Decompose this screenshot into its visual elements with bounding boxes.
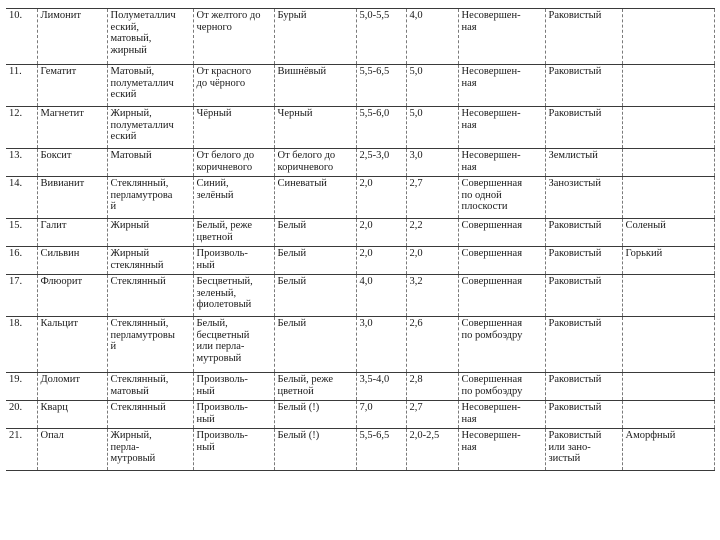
streak-cell: Белый xyxy=(274,275,356,317)
cleavage-cell: Совершенная xyxy=(458,247,545,275)
luster-cell: Стеклянный, перламутровы й xyxy=(107,317,193,373)
mineral-name-cell: Опал xyxy=(37,429,107,471)
streak-cell: Белый (!) xyxy=(274,401,356,429)
cleavage-cell: Совершенная xyxy=(458,275,545,317)
row-number-cell: 18. xyxy=(6,317,37,373)
mineral-name-cell: Кварц xyxy=(37,401,107,429)
color-cell: Чёрный xyxy=(193,107,274,149)
hardness-cell: 2,0 xyxy=(356,247,406,275)
other-properties-cell xyxy=(622,275,714,317)
table-row xyxy=(6,317,714,373)
cleavage-cell: Совершенная по ромбоэдру xyxy=(458,317,545,373)
fracture-cell: Раковистый xyxy=(545,401,622,429)
color-cell: Бесцветный, зеленый, фиолетовый xyxy=(193,275,274,317)
density-cell: 2,0 xyxy=(406,247,458,275)
row-number-cell: 17. xyxy=(6,275,37,317)
luster-cell: Матовый, полуметаллич еский xyxy=(107,65,193,107)
color-cell: От желтого до черного xyxy=(193,9,274,65)
fracture-cell: Раковистый xyxy=(545,373,622,401)
hardness-cell: 2,0 xyxy=(356,219,406,247)
table-row xyxy=(6,275,714,317)
color-cell: От белого до коричневого xyxy=(193,149,274,177)
hardness-cell: 5,0-5,5 xyxy=(356,9,406,65)
streak-cell: Синеватый xyxy=(274,177,356,219)
color-cell: Белый, реже цветной xyxy=(193,219,274,247)
cleavage-cell: Несовершен- ная xyxy=(458,65,545,107)
other-properties-cell: Аморфный xyxy=(622,429,714,471)
streak-cell: Вишнёвый xyxy=(274,65,356,107)
hardness-cell: 5,5-6,5 xyxy=(356,429,406,471)
row-number-cell: 10. xyxy=(6,9,37,65)
density-cell: 2,0-2,5 xyxy=(406,429,458,471)
density-cell: 5,0 xyxy=(406,107,458,149)
fracture-cell: Раковистый xyxy=(545,107,622,149)
color-cell: Произволь- ный xyxy=(193,247,274,275)
color-cell: От красного до чёрного xyxy=(193,65,274,107)
cleavage-cell: Несовершен- ная xyxy=(458,401,545,429)
mineral-name-cell: Магнетит xyxy=(37,107,107,149)
streak-cell: Белый xyxy=(274,247,356,275)
mineral-name-cell: Галит xyxy=(37,219,107,247)
mineral-name-cell: Боксит xyxy=(37,149,107,177)
table-row xyxy=(6,65,714,107)
table-row xyxy=(6,177,714,219)
table-row xyxy=(6,247,714,275)
table-row xyxy=(6,401,714,429)
cleavage-cell: Несовершен- ная xyxy=(458,429,545,471)
row-number-cell: 16. xyxy=(6,247,37,275)
table-row xyxy=(6,9,714,65)
luster-cell: Жирный, перла- мутровый xyxy=(107,429,193,471)
row-number-cell: 12. xyxy=(6,107,37,149)
hardness-cell: 2,0 xyxy=(356,177,406,219)
streak-cell: Белый xyxy=(274,219,356,247)
luster-cell: Жирный стеклянный xyxy=(107,247,193,275)
color-cell: Произволь- ный xyxy=(193,429,274,471)
fracture-cell: Раковистый xyxy=(545,247,622,275)
other-properties-cell xyxy=(622,401,714,429)
density-cell: 3,2 xyxy=(406,275,458,317)
cleavage-cell: Несовершен- ная xyxy=(458,107,545,149)
fracture-cell: Раковистый или зано- зистый xyxy=(545,429,622,471)
mineral-name-cell: Вивианит xyxy=(37,177,107,219)
mineral-name-cell: Сильвин xyxy=(37,247,107,275)
cleavage-cell: Совершенная по одной плоскости xyxy=(458,177,545,219)
luster-cell: Матовый xyxy=(107,149,193,177)
other-properties-cell xyxy=(622,373,714,401)
mineral-name-cell: Флюорит xyxy=(37,275,107,317)
fracture-cell: Землистый xyxy=(545,149,622,177)
other-properties-cell: Горький xyxy=(622,247,714,275)
luster-cell: Жирный, полуметаллич еский xyxy=(107,107,193,149)
other-properties-cell xyxy=(622,107,714,149)
mineral-name-cell: Гематит xyxy=(37,65,107,107)
cleavage-cell: Несовершен- ная xyxy=(458,149,545,177)
mineral-name-cell: Доломит xyxy=(37,373,107,401)
fracture-cell: Раковистый xyxy=(545,219,622,247)
color-cell: Произволь- ный xyxy=(193,401,274,429)
density-cell: 3,0 xyxy=(406,149,458,177)
density-cell: 2,8 xyxy=(406,373,458,401)
table-row xyxy=(6,219,714,247)
hardness-cell: 3,5-4,0 xyxy=(356,373,406,401)
other-properties-cell xyxy=(622,149,714,177)
table-row xyxy=(6,373,714,401)
hardness-cell: 2,5-3,0 xyxy=(356,149,406,177)
mineral-properties-sheet xyxy=(6,8,714,471)
fracture-cell: Раковистый xyxy=(545,317,622,373)
hardness-cell: 7,0 xyxy=(356,401,406,429)
fracture-cell: Раковистый xyxy=(545,65,622,107)
minerals-table xyxy=(6,8,715,471)
row-number-cell: 19. xyxy=(6,373,37,401)
luster-cell: Полуметаллич еский, матовый, жирный xyxy=(107,9,193,65)
cleavage-cell: Несовершен- ная xyxy=(458,9,545,65)
color-cell: Синий, зелёный xyxy=(193,177,274,219)
hardness-cell: 5,5-6,5 xyxy=(356,65,406,107)
row-number-cell: 11. xyxy=(6,65,37,107)
luster-cell: Стеклянный, перламутрова й xyxy=(107,177,193,219)
table-row xyxy=(6,149,714,177)
streak-cell: Черный xyxy=(274,107,356,149)
luster-cell: Стеклянный xyxy=(107,275,193,317)
cleavage-cell: Совершенная xyxy=(458,219,545,247)
table-row xyxy=(6,107,714,149)
density-cell: 2,7 xyxy=(406,401,458,429)
row-number-cell: 21. xyxy=(6,429,37,471)
row-number-cell: 20. xyxy=(6,401,37,429)
row-number-cell: 14. xyxy=(6,177,37,219)
other-properties-cell xyxy=(622,317,714,373)
hardness-cell: 5,5-6,0 xyxy=(356,107,406,149)
row-number-cell: 15. xyxy=(6,219,37,247)
hardness-cell: 3,0 xyxy=(356,317,406,373)
luster-cell: Жирный xyxy=(107,219,193,247)
streak-cell: Белый xyxy=(274,317,356,373)
fracture-cell: Занозистый xyxy=(545,177,622,219)
other-properties-cell: Соленый xyxy=(622,219,714,247)
color-cell: Произволь- ный xyxy=(193,373,274,401)
fracture-cell: Раковистый xyxy=(545,9,622,65)
streak-cell: Бурый xyxy=(274,9,356,65)
density-cell: 2,6 xyxy=(406,317,458,373)
cleavage-cell: Совершенная по ромбоэдру xyxy=(458,373,545,401)
density-cell: 5,0 xyxy=(406,65,458,107)
other-properties-cell xyxy=(622,65,714,107)
streak-cell: Белый (!) xyxy=(274,429,356,471)
luster-cell: Стеклянный, матовый xyxy=(107,373,193,401)
other-properties-cell xyxy=(622,9,714,65)
other-properties-cell xyxy=(622,177,714,219)
density-cell: 2,7 xyxy=(406,177,458,219)
hardness-cell: 4,0 xyxy=(356,275,406,317)
streak-cell: Белый, реже цветной xyxy=(274,373,356,401)
density-cell: 4,0 xyxy=(406,9,458,65)
fracture-cell: Раковистый xyxy=(545,275,622,317)
luster-cell: Стеклянный xyxy=(107,401,193,429)
mineral-name-cell: Лимонит xyxy=(37,9,107,65)
streak-cell: От белого до коричневого xyxy=(274,149,356,177)
mineral-name-cell: Кальцит xyxy=(37,317,107,373)
color-cell: Белый, бесцветный или перла- мутровый xyxy=(193,317,274,373)
row-number-cell: 13. xyxy=(6,149,37,177)
density-cell: 2,2 xyxy=(406,219,458,247)
table-row xyxy=(6,429,714,471)
